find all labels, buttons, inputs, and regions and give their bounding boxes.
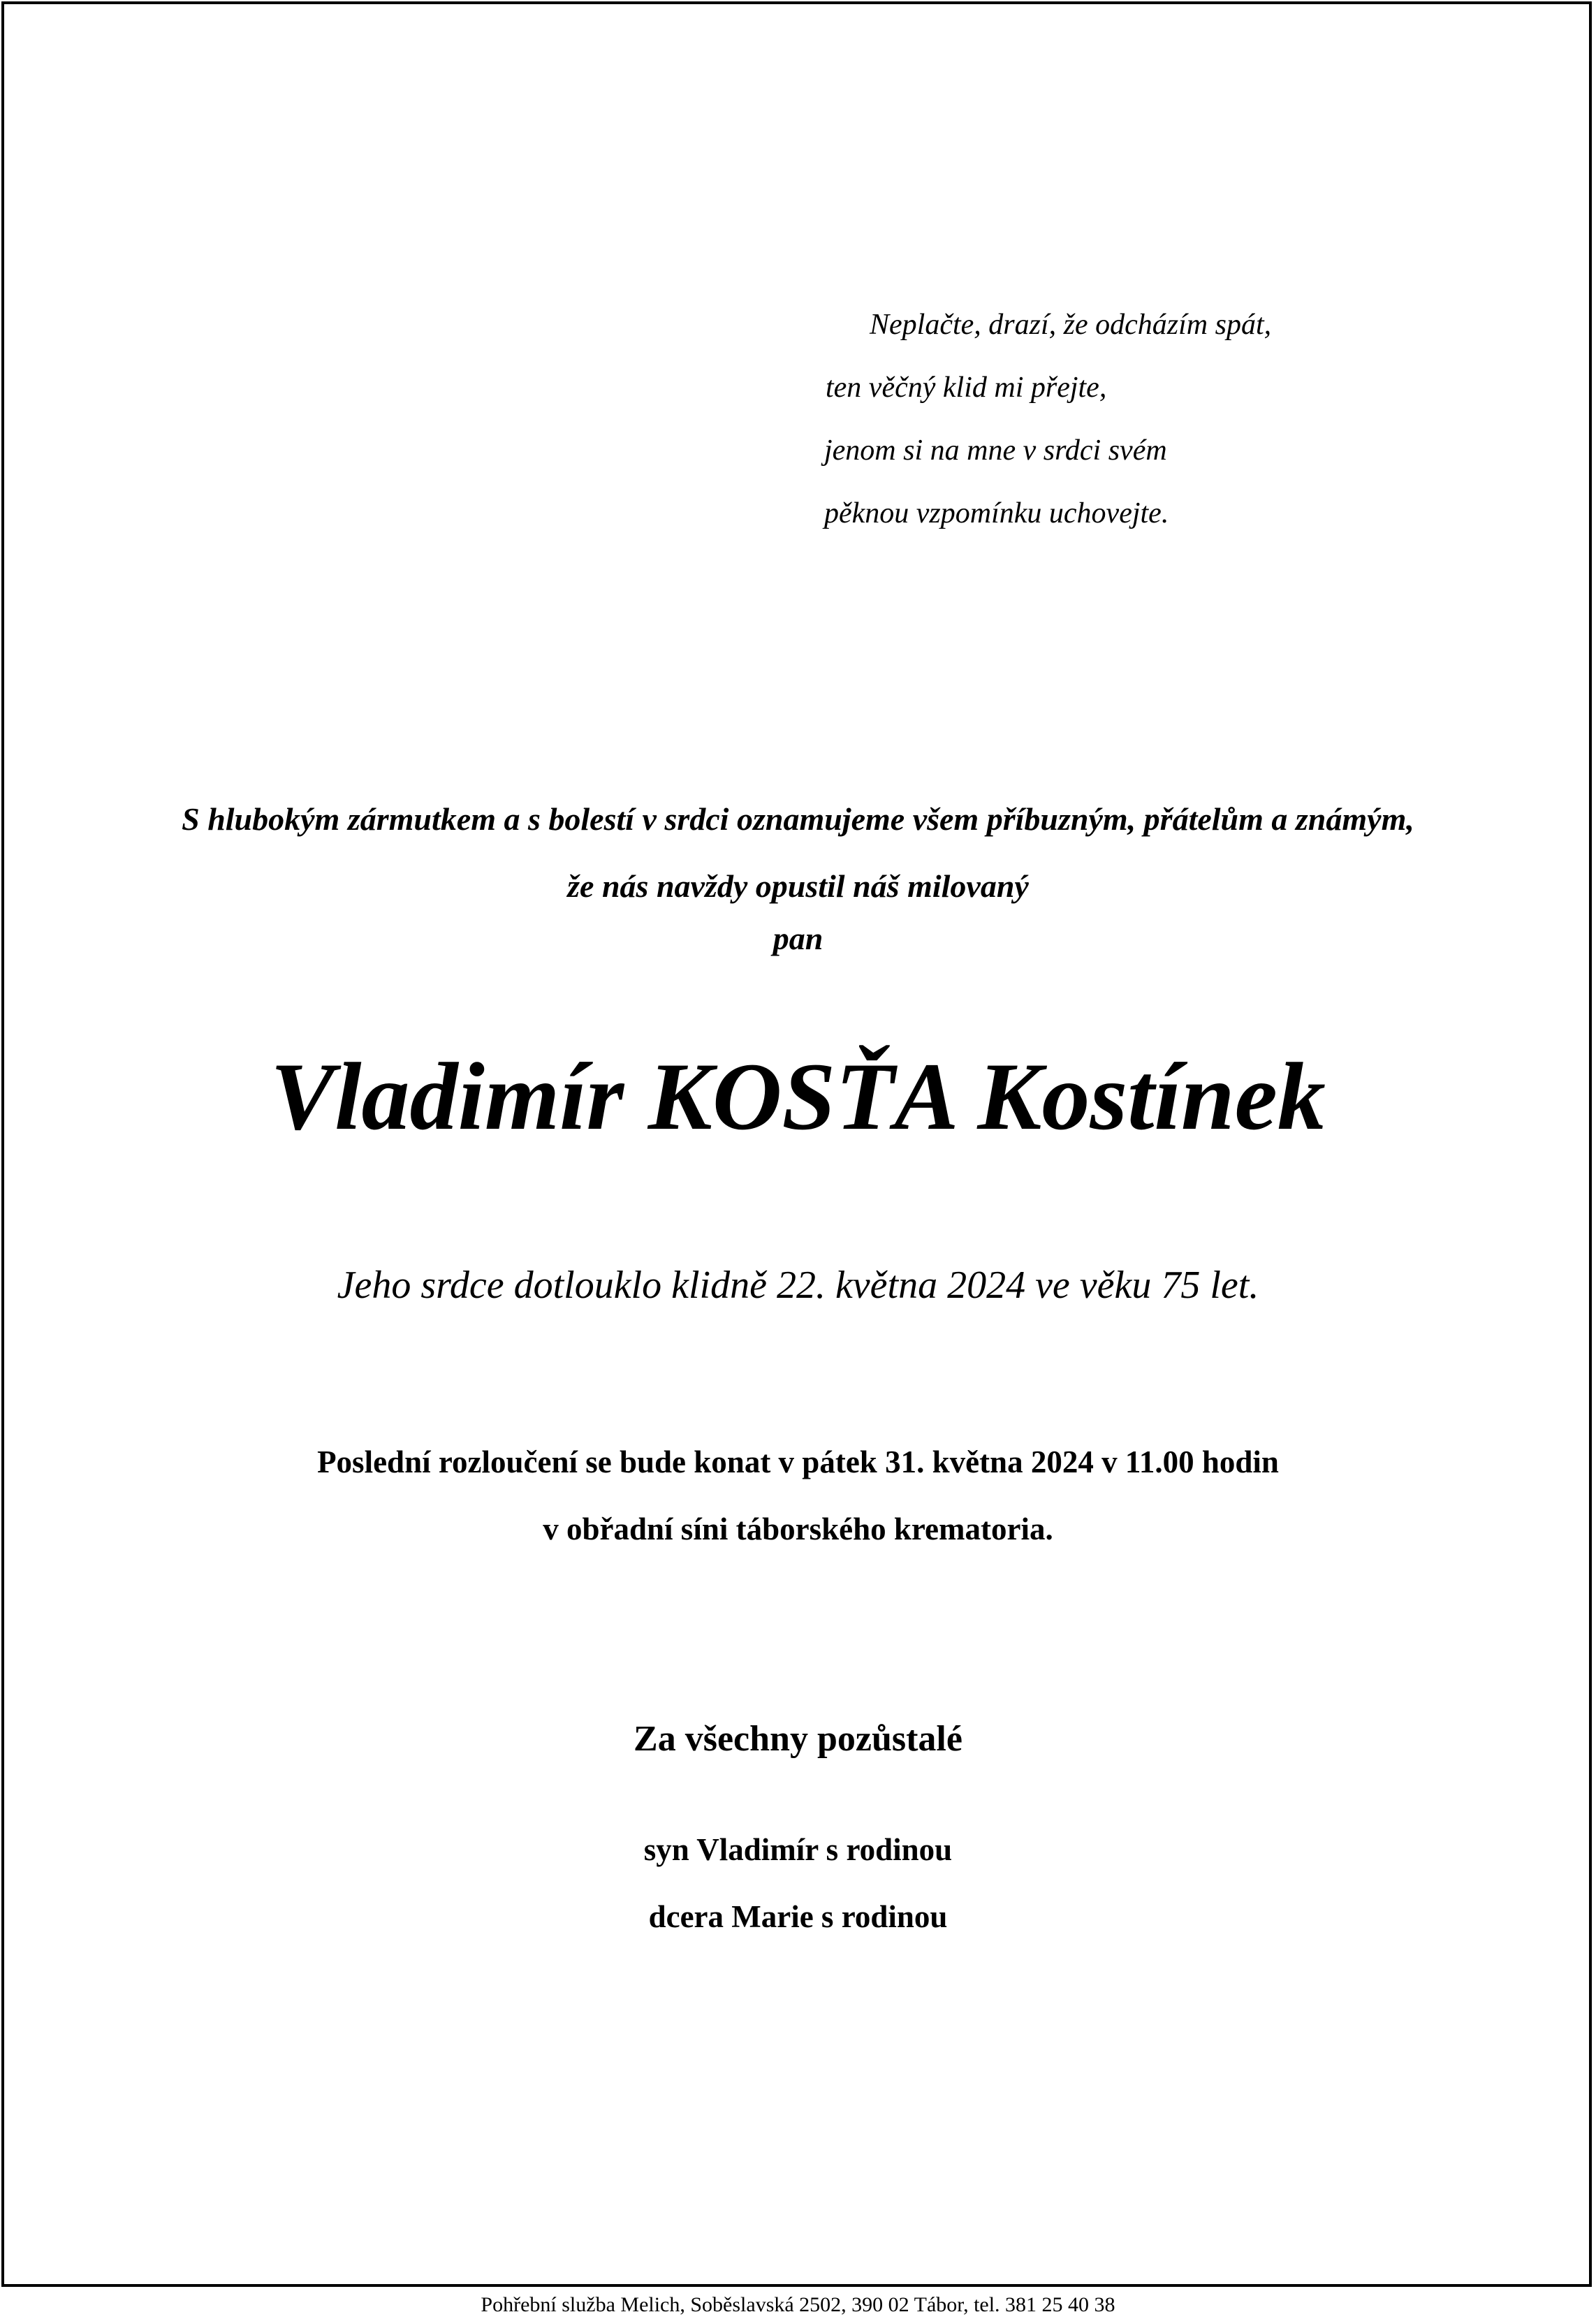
funeral-info	[0, 1428, 1596, 1563]
deceased-name: Vladimír KOSŤA Kostínek	[270, 1043, 1326, 1150]
announcement-line: že nás navždy opustil náš milovaný	[567, 868, 1029, 904]
announcement-line: S hlubokým zármutkem a s bolestí v srdci oznamujeme všem příbuzným, přátelům a známým,	[182, 801, 1414, 837]
poem-line: Neplačte, drazí, že odcházím spát,	[870, 309, 1272, 341]
funeral-service-footer: Pohřební služba Melich, Soběslavská 2502, 390 02 Tábor, tel. 381 25 40 38	[481, 2293, 1115, 2316]
survivors-title: Za všechny pozůstalé	[634, 1719, 962, 1759]
announcement-line: pan	[773, 921, 823, 956]
survivors-list	[0, 1816, 1596, 1950]
funeral-line: v obřadní síni táborského krematoria.	[543, 1512, 1053, 1546]
funeral-line: Poslední rozloučení se bude konat v pátek 31. května 2024 v 11.00 hodin	[317, 1444, 1279, 1479]
survivor-line: syn Vladimír s rodinou	[643, 1832, 953, 1867]
poem-line: jenom si na mne v srdci svém	[824, 434, 1167, 467]
poem-line: pěknou vzpomínku uchovejte.	[824, 497, 1169, 529]
death-notice: Jeho srdce dotlouklo klidně 22. května 2024 ve věku 75 let.	[337, 1264, 1259, 1307]
announcement	[0, 786, 1596, 958]
poem	[824, 293, 1453, 545]
survivor-line: dcera Marie s rodinou	[648, 1899, 948, 1934]
poem-line: ten věčný klid mi přejte,	[826, 372, 1107, 404]
